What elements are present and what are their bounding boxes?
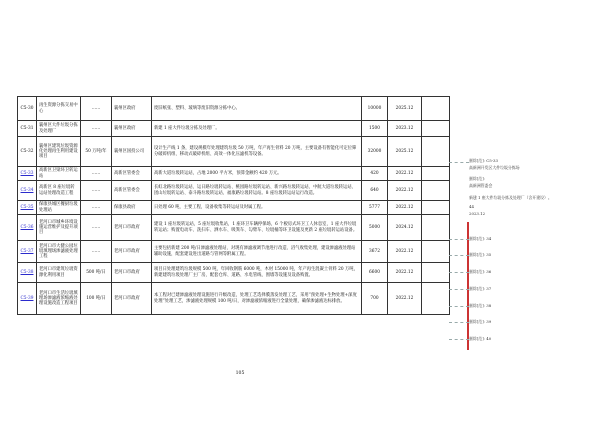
table-cell-code-text: C5-39 [20,295,34,301]
table-cell-content [152,97,362,121]
table-cell-completion-date-text: 2022.12 [395,248,414,254]
table-cell-investment [362,97,388,121]
table-cell-completion-date [388,121,422,137]
table-cell-code [18,263,37,283]
table-cell-project-name-text: 保康县城区餐厨垃圾处理站 [39,202,78,213]
table-cell-scale [81,263,112,283]
table-cell-investment [362,263,388,283]
table-row [18,137,450,167]
comment-note[interactable]: 删除[范]: 35 [469,252,492,257]
table-cell-investment [362,283,388,315]
table-cell-completion-date [388,181,422,201]
comment-note[interactable]: 2023.12 [469,211,486,216]
table-cell-owner-text: 襄州区政府 [114,125,136,131]
table-cell-owner [112,263,152,283]
table-row [18,97,450,121]
table-cell-scale [81,283,112,315]
table-cell-investment-text: 3672 [369,248,380,254]
table-cell-owner [112,201,152,215]
table-row [18,201,450,215]
table-cell-code-text: C5-32 [20,148,34,154]
table-cell-scale [81,121,112,137]
table-cell-scale [81,215,112,241]
comment-leader-line [449,306,469,307]
table-cell-completion-date-text: 2025.12 [395,105,414,111]
table-cell-investment-text: 700 [370,295,379,301]
table-cell-content [152,121,362,137]
comment-note[interactable]: 删除[范]: 38 [469,303,492,308]
table-row [18,263,450,283]
table-cell-scale [81,167,112,181]
table-cell-owner-text: 老河口市政府 [114,295,140,301]
comment-note[interactable]: 删除[范]: 39 [469,319,492,324]
table-cell-owner [112,97,152,121]
comment-note[interactable]: 删除[范]: 37 [469,286,492,291]
table-cell-code-text: C5-36 [20,224,34,230]
comment-leader-line [449,339,469,340]
table-cell-blank [422,137,450,167]
table-cell-code-text: C5-30 [20,105,34,111]
table-cell-project-name [37,215,81,241]
table-row [18,283,450,315]
table-cell-blank [422,181,450,201]
table-cell-code-text: C5-37 [20,248,34,254]
table-cell-scale-text: …… [91,105,101,111]
comment-note[interactable]: 44 [469,204,474,209]
table-cell-owner-text: 襄州区国投公司 [114,148,145,154]
table-cell-completion-date-text: 2022.12 [395,170,414,176]
table-cell-investment-text: 10000 [367,105,382,111]
table-cell-content-text: 高新大道垃圾转运站，占地 2000 平方米，预算金额约 420 万元。 [154,170,282,176]
table-cell-owner [112,181,152,201]
table-cell-owner [112,121,152,137]
table-cell-completion-date-text: 2022.12 [395,269,414,275]
table-cell-code [18,167,37,181]
table-cell-owner-text: 高新区管委会 [114,187,140,193]
table-cell-content-text: 新建 1 座大件垃圾分拣及处理厂。 [154,125,220,131]
table-cell-code [18,241,37,263]
comment-note[interactable]: 删除[范]: 36 [469,269,492,274]
comment-note[interactable]: 新建 1 座大件垃圾分拣及处理厂（含开建设）。 [469,195,552,200]
table-cell-completion-date-text: 2024.12 [395,224,414,230]
table-cell-content [152,283,362,315]
table-cell-project-name [37,201,81,215]
table-cell-code-text: C5-35 [20,204,34,210]
table-cell-project-name-text: 老河口市生活垃圾填埋场渗滤液浓缩液处理设施改造工程项目 [39,290,78,307]
table-cell-completion-date [388,263,422,283]
table-cell-investment [362,137,388,167]
table-row [18,121,450,137]
table-cell-scale [81,241,112,263]
table-cell-content-text: 项目日处理建筑垃圾规模 500 吨，年回收钢筋 6000 吨，木材 15000 吨，年产再生混凝土骨料 20 万吨，新建建筑垃圾处理厂主厂房，配套仓库、道路、水电管线、围墙等设施及设备购置。 [154,267,358,278]
table-cell-owner [112,215,152,241]
table-cell-project-name-text: 再生资源分拣交易中心 [39,103,78,114]
table-cell-blank [422,241,450,263]
comment-leader-line [449,272,469,273]
comment-note[interactable]: 删除[范]: [469,176,486,181]
table-cell-scale-text: …… [91,187,101,193]
table-cell-completion-date-text: 2022.12 [395,187,414,193]
table-cell-content [152,201,362,215]
table-cell-owner [112,137,152,167]
comment-margin [449,0,600,424]
comment-note[interactable]: 高新洲管委会 [469,183,493,188]
table-cell-owner-text: 高新区管委会 [114,170,140,176]
comment-note[interactable]: 高新洲开发区大件垃圾分拣场 [469,165,520,170]
table-cell-content [152,181,362,201]
table-cell-code [18,201,37,215]
table-cell-owner-text: 襄州区政府 [114,105,136,111]
table-cell-project-name-text: 老河口市城乡环境设施运营维护及提升项目 [39,219,78,236]
table-cell-completion-date [388,167,422,181]
table-cell-blank [422,121,450,137]
table-cell-investment-text: 32000 [367,148,382,154]
table-row [18,181,450,201]
table-cell-completion-date-text: 2022.12 [395,204,414,210]
table-cell-investment [362,215,388,241]
table-cell-investment-text: 5000 [369,224,380,230]
comment-note[interactable]: 删除[范]: 34 [469,236,492,241]
table-cell-investment [362,181,388,201]
table-cell-content-text: 主要包括新建 200 吨/日渗滤液处理站，对现有渗滤液调节池进行改造、沼气收集处理，建设渗滤液处理站辅助设施，配套建设进出道路与管网等附属工程。 [154,246,356,257]
comment-note[interactable]: 删除[范]: 40 [469,336,492,341]
table-cell-project-name [37,181,81,201]
table-cell-scale-text: …… [91,125,101,131]
table-cell-content [152,241,362,263]
table-cell-project-name [37,283,81,315]
table-cell-scale [81,97,112,121]
table-cell-content-text: 建设 1 座垃圾转运站，5 座垃圾收集站，1 座环卫车辆停保场，6 个板房式环卫工人休息室，1 座大件垃圾转运站；购置电动车、洗扫车、洒水车、吸粪车、勾臂车、垃圾桶等环卫设施及更新 2 座垃圾转运站设备。 [154,222,358,233]
table-cell-investment-text: 6600 [369,269,380,275]
table-row [18,167,450,181]
table-cell-owner [112,241,152,263]
table-cell-code [18,97,37,121]
table-cell-blank [422,263,450,283]
comment-leader-line [449,239,469,240]
table-cell-content [152,215,362,241]
table-cell-content [152,137,362,167]
table-cell-code [18,137,37,167]
table-row [18,215,450,241]
table-cell-scale-text: …… [91,224,101,230]
table-cell-investment-text: 5777 [369,204,380,210]
table-cell-investment-text: 1500 [369,125,380,131]
table-cell-code [18,215,37,241]
table-cell-scale-text: …… [91,170,101,176]
table-cell-completion-date-text: 2022.12 [395,295,414,301]
comment-leader-line [449,255,469,256]
table-cell-project-name [37,263,81,283]
table-cell-project-name [37,121,81,137]
table-cell-code [18,121,37,137]
table-cell-completion-date [388,137,422,167]
table-cell-scale-text: …… [91,248,101,254]
table-row [18,241,450,263]
table-cell-completion-date-text: 2025.12 [395,148,414,154]
table-cell-scale [81,201,112,215]
comment-leader-line [449,289,469,290]
table-cell-code-text: C5-34 [20,187,34,193]
table-cell-project-name [37,241,81,263]
table-cell-code-text: C5-33 [20,170,34,176]
table-body [18,97,450,315]
table-cell-project-name [37,97,81,121]
table-cell-scale-text: 500 吨/日 [86,269,106,275]
table-cell-blank [422,97,450,121]
table-cell-code [18,283,37,315]
table-cell-blank [422,167,450,181]
table-cell-blank [422,283,450,315]
table-cell-blank [422,201,450,215]
table-cell-investment [362,201,388,215]
table-cell-project-name [37,137,81,167]
table-cell-project-name-text: 高新区 8 座垃圾转运站处理改造工程 [39,185,75,196]
table-cell-scale-text: 50 万吨/年 [85,148,107,154]
table-cell-project-name-text: 老河口市大健公园垃圾填埋场渗滤液处理工程 [39,243,78,260]
table-cell-project-name-text: 老河口市建筑垃圾资源化利用项目 [39,267,78,278]
table-cell-code-text: C5-38 [20,269,34,275]
table-cell-investment-text: 420 [370,170,379,176]
table-cell-completion-date [388,283,422,315]
table-cell-investment-text: 640 [370,187,379,193]
table-cell-content-text: 日处理 60 吨，主要工程，设备收集等转运站及时属工程。 [154,204,266,210]
table-cell-completion-date [388,201,422,215]
table-cell-content-text: 设计生产线 1 条，建设规模年处理建筑垃圾 50 万吨，年产再生骨料 20 万吨，主要设备有智能化可定位筛分破碎机组、移动式破碎机组、高效一体化压滤机等设备。 [154,146,357,157]
table-cell-owner-text: 老河口市政府 [114,269,140,275]
table-cell-completion-date [388,215,422,241]
table-cell-investment [362,167,388,181]
table-cell-investment [362,121,388,137]
table-cell-project-name-text: 襄州区大件垃圾分拣及处理厂 [39,123,78,134]
table-cell-content-text: 本工程对已建渗滤液处理设施进行升级改造，处理工艺选择膜蒸发处理工艺，采用“预处理+生物处理+深度处理”处理工艺，渗滤液处理规模 100 吨/日，对渗滤液浓缩液进行全量处理，确保渗滤液达标排放。 [154,293,357,304]
table-cell-content-text: 长虹北路垃圾转运站、运日路垃圾转运站、桃园路垃圾转运站、新兴路垃圾转运站、中航大道垃圾转运站、团山垃圾转运站、泰斗路垃圾转运站、福康路垃圾转运站。8 座垃圾转运站运行改造。 [154,185,356,196]
table-cell-scale-text: …… [91,204,101,210]
table-cell-code-text: C5-31 [20,125,34,131]
table-cell-content [152,263,362,283]
table-cell-owner-text: 老河口市政府 [114,224,140,230]
table-cell-completion-date [388,241,422,263]
table-cell-owner-text: 老河口市政府 [114,248,140,254]
table-cell-owner [112,283,152,315]
table-cell-blank [422,215,450,241]
page-number: 105 [235,371,245,376]
comment-leader-line [449,322,469,323]
table-cell-content [152,167,362,181]
table-cell-owner-text: 保康县政府 [114,204,136,210]
table-cell-scale [81,181,112,201]
project-table [17,96,450,315]
table-cell-scale [81,137,112,167]
table-cell-scale-text: 100 吨/日 [86,295,106,301]
comment-leader-line [449,162,469,163]
table-cell-completion-date [388,97,422,121]
comment-note[interactable]: 删除[范]: C5-33 [469,158,498,163]
table-cell-content-text: 废旧纸张、塑料、玻璃等废旧资源分拣中心。 [154,105,240,111]
table-cell-completion-date-text: 2023.12 [395,125,414,131]
table-cell-owner [112,167,152,181]
table-cell-project-name-text: 襄州区建筑垃圾资源化处理再生利用建设项目 [39,143,78,160]
table-cell-investment [362,241,388,263]
table-cell-project-name [37,167,81,181]
table-cell-code [18,181,37,201]
table-cell-project-name-text: 高新区卫梁环卫转运站 [39,168,78,179]
